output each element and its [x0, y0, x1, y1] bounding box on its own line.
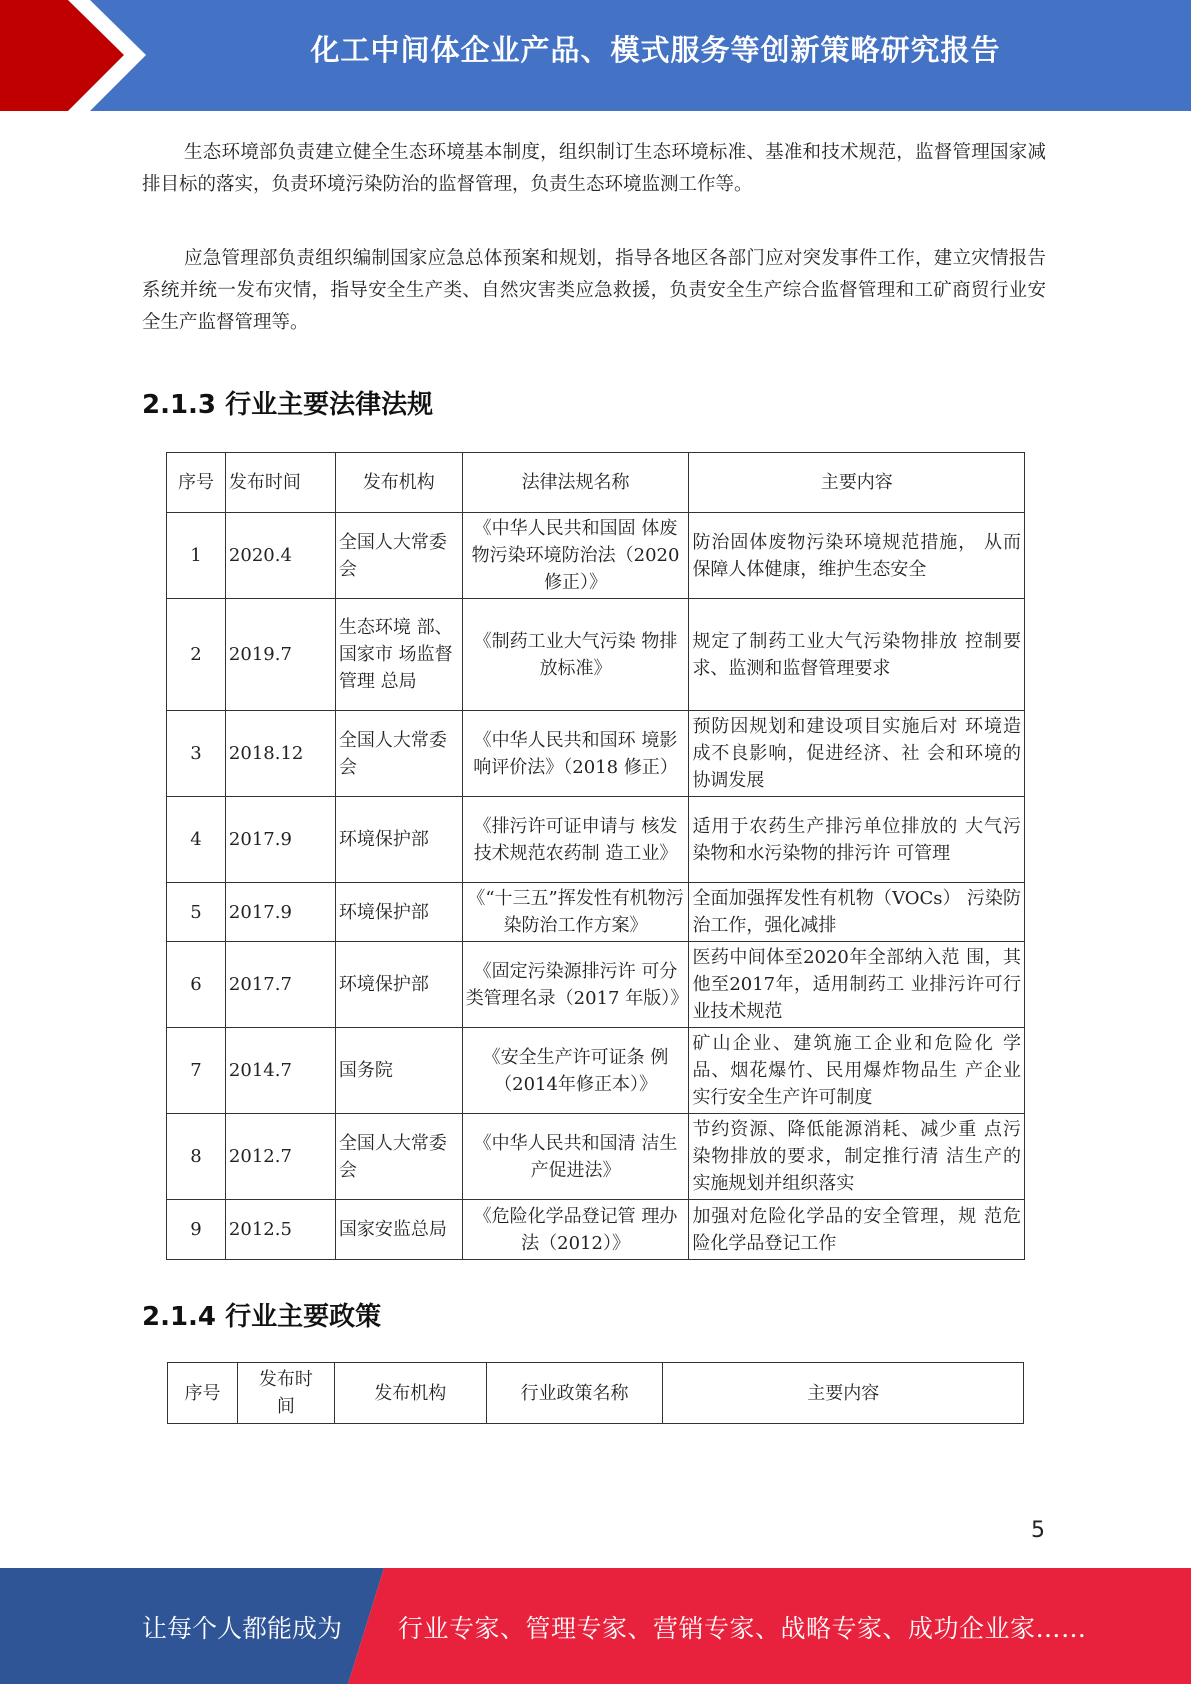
cell-date: 2020.4: [225, 513, 335, 599]
table-row: [167, 942, 1025, 1028]
laws-table-header: [167, 453, 1025, 513]
cell-seq: 9: [167, 1200, 226, 1260]
paragraph-ecology: 生态环境部负责建立健全生态环境基本制度，组织制订生态环境标准、基准和技术规范，监督管理国家减排目标的落实，负责环境污染防治的监督管理，负责生态环境监测工作等。: [142, 142, 1046, 195]
table-row: [167, 797, 1025, 883]
cell-seq: 1: [167, 513, 226, 599]
cell-seq: 5: [167, 883, 226, 942]
page-number: 5: [1031, 1518, 1045, 1543]
header-arrow-graphic: [0, 0, 160, 111]
cell-content: 防治固体废物污染环境规范措施， 从而保障人体健康，维护生态安全: [689, 513, 1025, 599]
cell-seq: 6: [167, 942, 226, 1028]
cell-content: 矿山企业、建筑施工企业和危险化 学品、烟花爆竹、民用爆炸物品生 产企业实行安全生产许可制度: [689, 1028, 1025, 1114]
cell-law-name: 《排污许可证申请与 核发技术规范农药制 造工业》: [462, 797, 689, 883]
cell-law-name: 《中华人民共和国环 境影响评价法》（2018 修正）: [462, 711, 689, 797]
laws-table: [166, 452, 1025, 1260]
cell-issuer: 全国人大常委会: [335, 1114, 462, 1200]
section-title-policies: 2.1.4 行业主要政策: [142, 1302, 382, 1332]
cell-issuer: 环境保护部: [335, 942, 462, 1028]
cell-issuer: 全国人大常委会: [335, 513, 462, 599]
cell-seq: 2: [167, 599, 226, 711]
cell-content: 适用于农药生产排污单位排放的 大气污染物和水污染物的排污许 可管理: [689, 797, 1025, 883]
table-row: [167, 1114, 1025, 1200]
cell-seq: 7: [167, 1028, 226, 1114]
paragraph-emergency: 应急管理部负责组织编制国家应急总体预案和规划，指导各地区各部门应对突发事件工作，建立灾情报告系统并统一发布灾情，指导安全生产类、自然灾害类应急救援，负责安全生产综合监督管理和工矿商贸行业安全生产监督管理等。: [142, 248, 1046, 333]
cell-seq: 3: [167, 711, 226, 797]
header-cell: 主要内容: [663, 1363, 1024, 1424]
cell-content: 规定了制药工业大气污染物排放 控制要求、监测和监督管理要求: [689, 599, 1025, 711]
header-cell: 发布机构: [334, 1363, 486, 1424]
cell-content: 预防因规划和建设项目实施后对 环境造成不良影响，促进经济、社 会和环境的协调发展: [689, 711, 1025, 797]
cell-law-name: 《中华人民共和国清 洁生产促进法》: [462, 1114, 689, 1200]
table-row: [167, 1028, 1025, 1114]
page-footer: [0, 1568, 1191, 1684]
header-title: 化工中间体企业产品、模式服务等创新策略研究报告: [310, 33, 1001, 67]
cell-date: 2017.9: [225, 797, 335, 883]
cell-law-name: 《安全生产许可证条 例（2014年修正本）》: [462, 1028, 689, 1114]
header-cell: 序号: [167, 453, 226, 513]
table-row: [167, 1200, 1025, 1260]
header-cell: 发布时间: [237, 1363, 334, 1424]
cell-content: 节约资源、降低能源消耗、减少重 点污染物排放的要求，制定推行清 洁生产的实施规划并组织落实: [689, 1114, 1025, 1200]
cell-issuer: 生态环境 部、国家市 场监督管理 总局: [335, 599, 462, 711]
cell-law-name: 《“十三五”挥发性有机物污染防治工作方案》: [462, 883, 689, 942]
header-cell: 序号: [168, 1363, 238, 1424]
cell-issuer: 环境保护部: [335, 883, 462, 942]
section-title-laws: 2.1.3 行业主要法律法规: [142, 390, 434, 420]
cell-date: 2019.7: [225, 599, 335, 711]
cell-date: 2017.9: [225, 883, 335, 942]
cell-seq: 8: [167, 1114, 226, 1200]
cell-date: 2017.7: [225, 942, 335, 1028]
header-cell: 法律法规名称: [462, 453, 689, 513]
cell-law-name: 《中华人民共和国固 体废物污染环境防治法（2020修正）》: [462, 513, 689, 599]
cell-issuer: 全国人大常委会: [335, 711, 462, 797]
header-cell: 发布机构: [335, 453, 462, 513]
page-header: [0, 0, 1191, 111]
cell-content: 加强对危险化学品的安全管理，规 范危险化学品登记工作: [689, 1200, 1025, 1260]
policy-table-header: [168, 1363, 1024, 1424]
cell-content: 医药中间体至2020年全部纳入范 围，其他至2017年，适用制药工 业排污许可行业技术规范: [689, 942, 1025, 1028]
table-row: [167, 513, 1025, 599]
footer-slogan-right: 行业专家、管理专家、营销专家、战略专家、成功企业家……: [398, 1614, 1087, 1643]
cell-date: 2012.5: [225, 1200, 335, 1260]
policy-table: [167, 1362, 1024, 1424]
cell-issuer: 国家安监总局: [335, 1200, 462, 1260]
table-row: [167, 711, 1025, 797]
cell-law-name: 《制药工业大气污染 物排放标准》: [462, 599, 689, 711]
cell-issuer: 国务院: [335, 1028, 462, 1114]
footer-slogan-left: 让每个人都能成为: [142, 1614, 343, 1643]
cell-law-name: 《固定污染源排污许 可分类管理名录（2017 年版）》: [462, 942, 689, 1028]
header-cell: 发布时间: [225, 453, 335, 513]
table-row: [167, 599, 1025, 711]
table-row: [167, 883, 1025, 942]
cell-date: 2012.7: [225, 1114, 335, 1200]
header-cell: 行业政策名称: [486, 1363, 663, 1424]
cell-date: 2018.12: [225, 711, 335, 797]
header-cell: 主要内容: [689, 453, 1025, 513]
cell-law-name: 《危险化学品登记管 理办法（2012）》: [462, 1200, 689, 1260]
cell-date: 2014.7: [225, 1028, 335, 1114]
cell-seq: 4: [167, 797, 226, 883]
cell-issuer: 环境保护部: [335, 797, 462, 883]
cell-content: 全面加强挥发性有机物（VOCs） 污染防治工作，强化减排: [689, 883, 1025, 942]
